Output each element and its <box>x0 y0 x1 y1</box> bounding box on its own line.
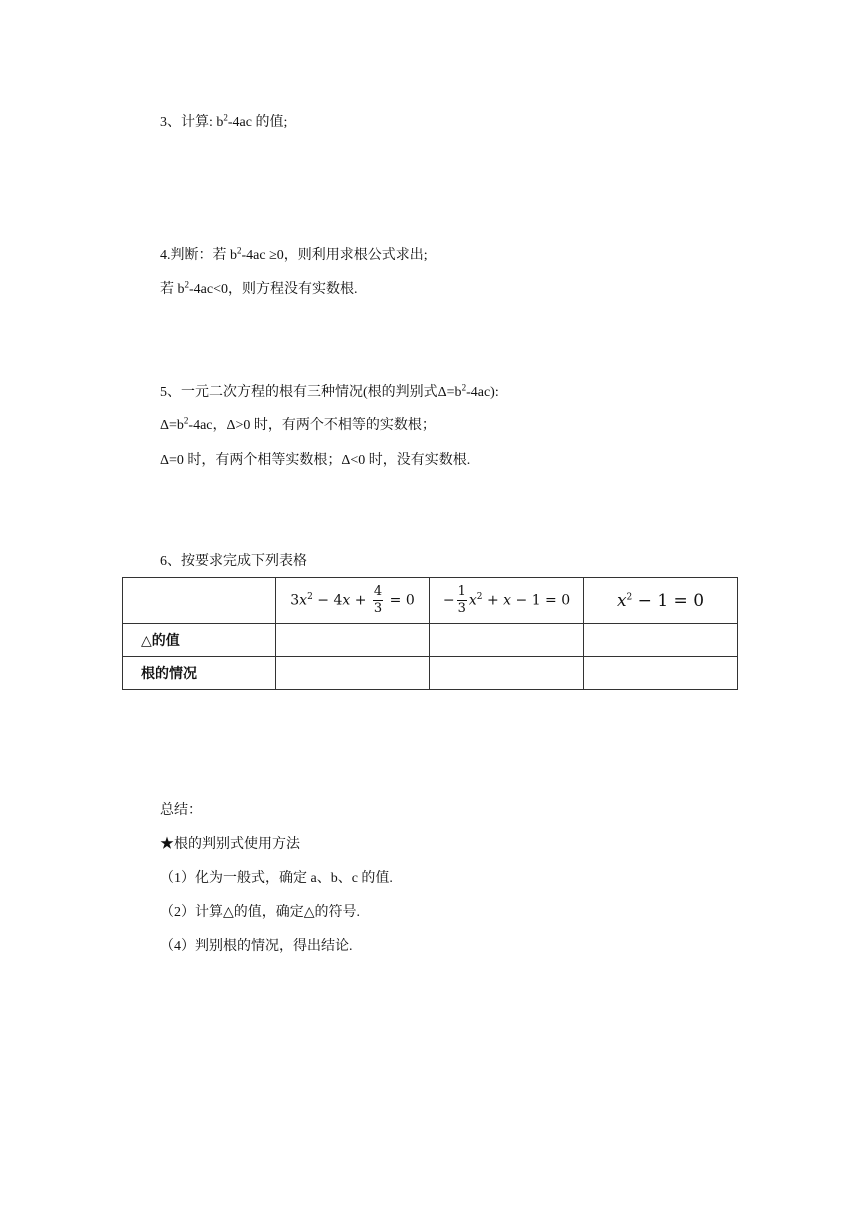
step3-prefix: 3、计算: b <box>160 115 224 130</box>
table-header-row <box>123 578 738 624</box>
eq1-fraction <box>373 584 383 617</box>
step5-line1-prefix: 5、一元二次方程的根有三种情况(根的判别式Δ=b <box>160 385 462 400</box>
step4-line1-suffix: -4ac ≥0，则利用求根公式求出; <box>241 248 428 263</box>
step4-line2-suffix: -4ac<0，则方程没有实数根. <box>189 282 358 297</box>
step5-line2 <box>160 417 436 435</box>
eq1-tail: = 0 <box>385 592 415 609</box>
eq1-frac-num: 4 <box>373 584 383 599</box>
step3-text <box>160 114 287 132</box>
eq1-plus: + <box>350 592 371 609</box>
discriminant-table <box>122 577 738 690</box>
eq2-var: x <box>468 592 477 609</box>
eq1-frac-den: 3 <box>373 601 383 616</box>
summary-item-1: （1）化为一般式，确定 a、b、c 的值. <box>160 871 393 886</box>
step5-line3: Δ=0 时，有两个相等实数根；Δ<0 时，没有实数根. <box>160 453 471 468</box>
eq2-frac-num: 1 <box>457 584 466 599</box>
step6-title: 6、按要求完成下列表格 <box>160 554 307 569</box>
table-row-roots <box>123 657 738 690</box>
row-delta-label: △的值 <box>123 624 276 657</box>
step3-suffix: -4ac 的值; <box>227 115 288 130</box>
step4-line2 <box>160 281 358 299</box>
eq3-var: x <box>616 590 627 611</box>
eq1-coef: 3 <box>290 592 300 609</box>
eq2-exp: 2 <box>476 591 483 602</box>
step4-line1 <box>160 247 428 265</box>
eq1-exp: 2 <box>307 591 313 602</box>
roots-cell-3[interactable] <box>584 657 738 690</box>
step4-line1-exponent: 2 <box>237 245 242 256</box>
summary-heading: ★根的判别式使用方法 <box>160 837 300 852</box>
row-roots-label: 根的情况 <box>123 657 276 690</box>
step3-exponent: 2 <box>223 112 228 123</box>
eq3-tail: − 1 = 0 <box>632 590 705 611</box>
table-corner-cell <box>123 578 276 624</box>
step4-line2-exponent: 2 <box>184 279 189 290</box>
table-row-delta <box>123 624 738 657</box>
eq2-frac-den: 3 <box>457 601 466 616</box>
summary-title: 总结： <box>160 803 202 818</box>
eq1-mid: − 4 <box>312 592 343 609</box>
equation-1-cell <box>276 578 430 624</box>
step4-line1-prefix: 4.判断：若 b <box>160 248 237 263</box>
step5-line2-suffix: -4ac，Δ>0 时，有两个不相等的实数根； <box>188 418 436 433</box>
roots-cell-1[interactable] <box>276 657 430 690</box>
delta-cell-2[interactable] <box>430 624 584 657</box>
summary-item-2: （2）计算△的值，确定△的符号. <box>160 905 361 920</box>
step5-line2-exponent: 2 <box>183 415 189 426</box>
step5-line1-exponent: 2 <box>461 382 467 393</box>
delta-cell-1[interactable] <box>276 624 430 657</box>
step4-line2-prefix: 若 b <box>160 282 185 297</box>
equation-2-cell <box>430 578 584 624</box>
eq1-var: x <box>299 592 308 609</box>
summary-item-3: （4）判别根的情况，得出结论. <box>160 939 353 954</box>
delta-cell-3[interactable] <box>584 624 738 657</box>
step5-line1 <box>160 384 499 402</box>
eq2-tail: − 1 = 0 <box>511 592 571 609</box>
eq3-exp: 2 <box>626 591 633 602</box>
roots-cell-2[interactable] <box>430 657 584 690</box>
eq1-var2: x <box>342 592 351 609</box>
eq2-var2: x <box>503 592 512 609</box>
eq2-fraction <box>457 584 467 617</box>
step5-line1-suffix: -4ac): <box>466 385 499 400</box>
equation-3-cell <box>584 578 738 624</box>
eq2-minus: − <box>442 592 455 609</box>
step5-line2-prefix: Δ=b <box>160 418 184 433</box>
eq2-mid: + <box>482 592 504 609</box>
